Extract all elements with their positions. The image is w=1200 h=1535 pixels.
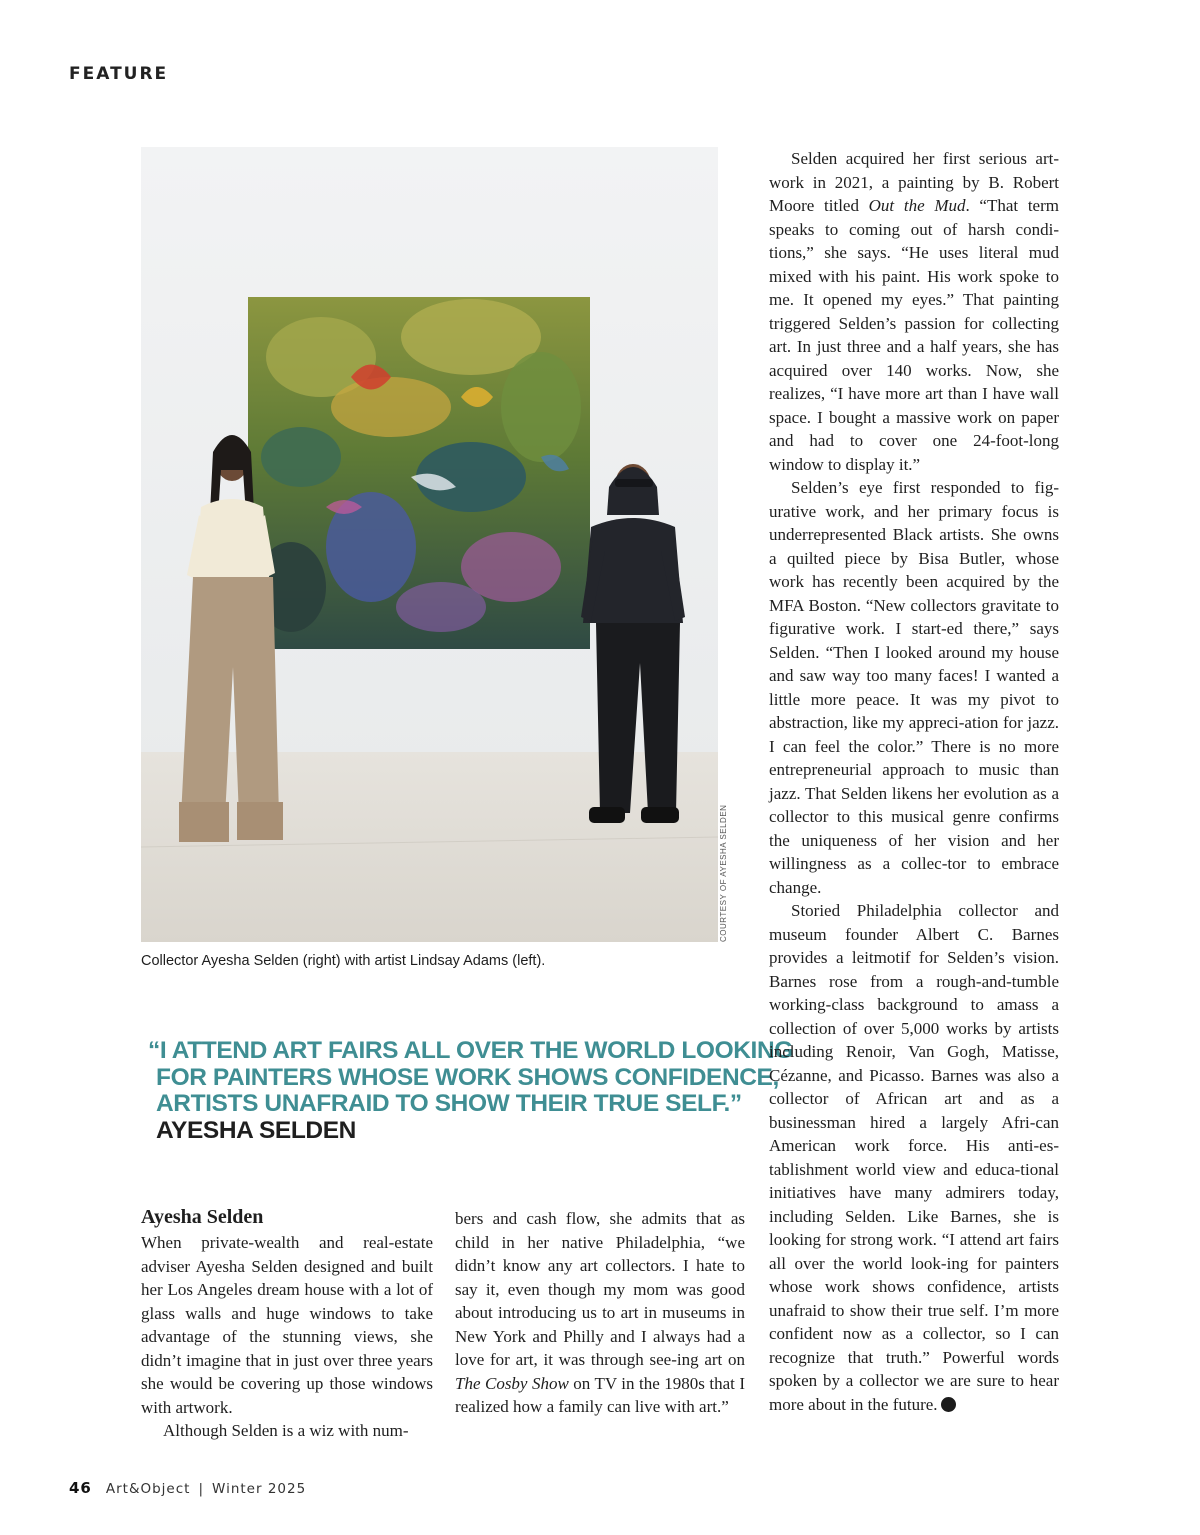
show-title: The Cosby Show (455, 1373, 569, 1393)
article-paragraph (769, 899, 1059, 1416)
article-paragraph: When private-wealth and real-estate adviser Ayesha Selden designed and built her Los Angeles dream house with a lot of glass walls and huge windows to take advantage of the stunning views, she didn’t imagine that in just over three years she would be covering up those windows with artwork. (141, 1233, 433, 1417)
pull-quote-attribution: AYESHA SELDEN (156, 1116, 356, 1144)
article-paragraph (769, 147, 1059, 476)
feature-photo (141, 147, 718, 942)
text-run: on TV in the 1980s that I realized how a family can live with art.” (455, 1373, 745, 1416)
pull-quote-line: “I ATTEND ART FAIRS ALL OVER THE WORLD LOOKING (148, 1037, 793, 1064)
article-column-middle (455, 1207, 745, 1419)
abstract-painting (248, 297, 590, 649)
publication-name: Art&Object (105, 1481, 191, 1497)
text-run: Storied Philadelphia collector and museum founder Albert C. Barnes provides a leitmotif for Selden’s vision. Barnes rose from a rough-and-tumble working-class background to amass a collection of over 5,000 works by artists including Renoir, Van Gogh, Matisse, Cézanne, and Picasso. Barnes was also a collector of African art and as a businessman hired a largely Afri-can American work force. His anti-es-tablishment world view and educa-tional initiatives have many admirers today, including Selden. Like Barnes, she is looking for strong work. “I attend art fairs all over the world look-ing for painters whose work shows confidence, artists unafraid to show their true self. I’m more confident now as a collector, so I can recognize that truth.” Powerful words spoken by a collector we are sure to hear more about in the future. (769, 901, 1059, 1414)
photo-caption: Collector Ayesha Selden (right) with artist Lindsay Adams (left). (141, 953, 546, 969)
gallery-photo-illustration (141, 147, 718, 942)
pull-quote-line: ARTISTS UNAFRAID TO SHOW THEIR TRUE SELF.” (156, 1090, 742, 1117)
page-footer (69, 1479, 306, 1497)
text-run: . “That term speaks to coming out of harsh condi-tions,” she says. “He uses literal mud mixed with his paint. His work spoke to me. It opened my eyes.” That painting triggered Selden’s passion for collecting art. In just three and a half years, she has acquired over 140 works. Now, she realizes, “I have more art than I have wall space. I bought a massive work on paper and had to cover one 24-foot-long window to display it.” (769, 196, 1059, 474)
article-paragraph: Selden’s eye first responded to fig-urative work, and her primary focus is underrepresented Black artists. She owns a quilted piece by Bisa Butler, whose work has recently been acquired by the MFA Boston. “New collectors gravitate to figurative work. I start-ed there,” says Selden. “Then I looked around my house and saw way too many faces! I wanted a little more peace. It was my pivot to abstraction, like my appreci-ation for jazz. I can feel the color.” There is no more entrepreneurial approach to music than jazz. That Selden likens her evolution as a collector to this musical genre confirms the uniqueness of her vision and her willingness as a collec-tor to embrace change. (769, 478, 1059, 897)
photo-credit: COURTESY OF AYESHA SELDEN (719, 804, 728, 942)
end-mark-icon (941, 1397, 956, 1412)
article-paragraph: Although Selden is a wiz with num- (163, 1421, 409, 1440)
text-run: Selden acquired her first serious art-work in 2021, a painting by B. Robert Moore titled (769, 149, 1059, 215)
footer-separator: | (198, 1481, 205, 1497)
article-subhead: Ayesha Selden (141, 1206, 264, 1228)
article-paragraph (455, 1207, 745, 1419)
section-label: FEATURE (69, 64, 169, 84)
pull-quote-line: FOR PAINTERS WHOSE WORK SHOWS CONFIDENCE, (156, 1063, 779, 1091)
pull-quote (148, 1037, 793, 1144)
artwork-title: Out the Mud (868, 196, 966, 215)
article-column-left (141, 1204, 433, 1443)
issue-date: Winter 2025 (212, 1481, 307, 1497)
text-run: bers and cash flow, she admits that as child in her native Philadelphia, “we didn’t know any art collectors. I hate to say it, even though my mom was good about introducing us to art in museums in New York and Philly and I always had a love for art, it was through see-ing art on (455, 1209, 745, 1369)
article-column-right (769, 147, 1059, 1416)
page-number: 46 (69, 1479, 92, 1497)
